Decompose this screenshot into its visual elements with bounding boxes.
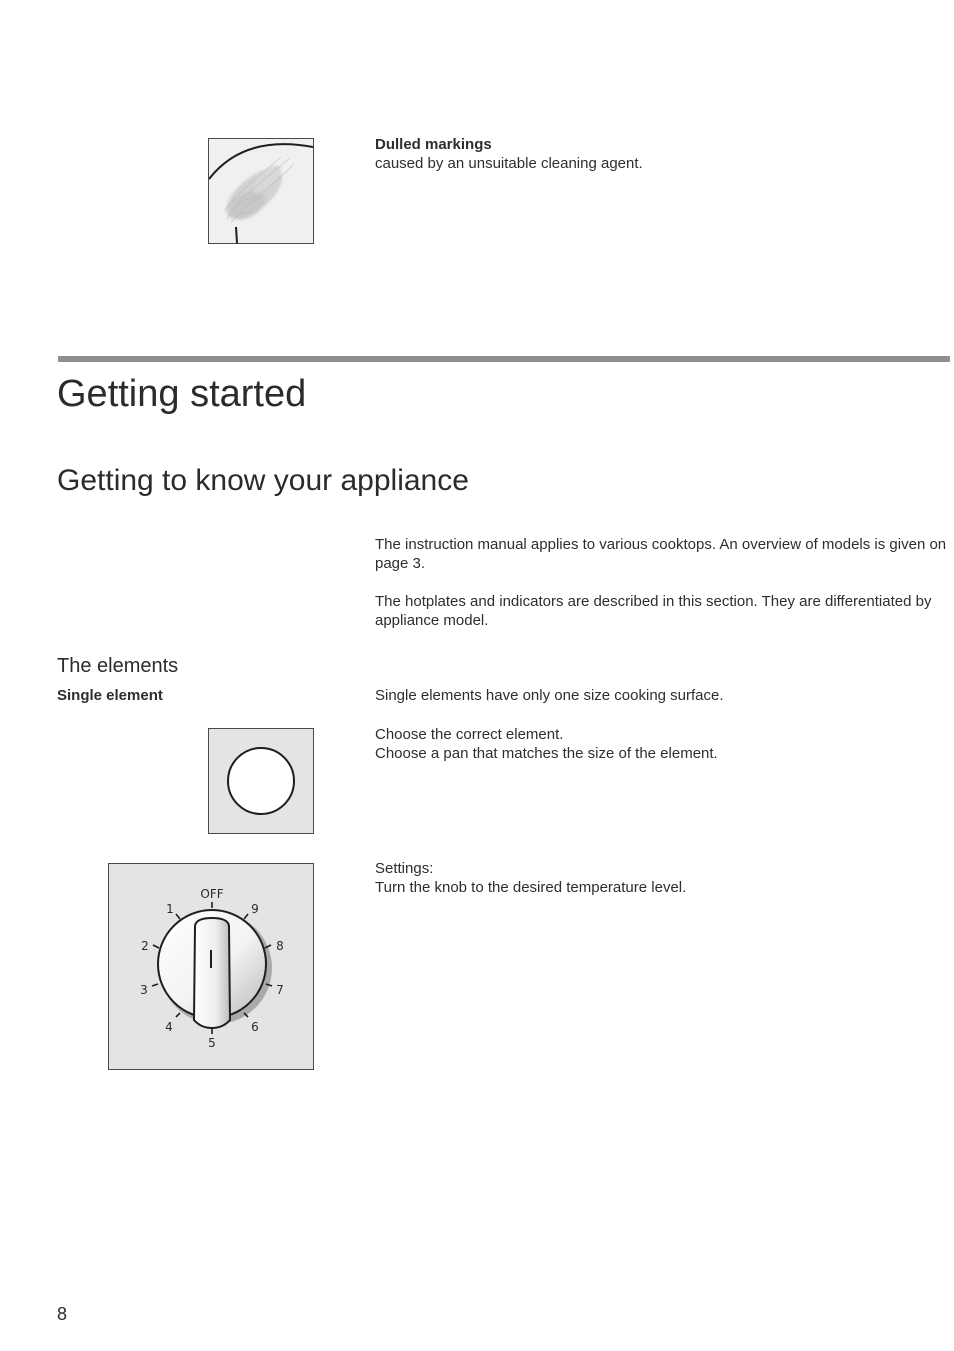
section-title: Getting started [57, 373, 307, 415]
settings-instructions [375, 859, 935, 897]
single-element-description: Single elements have only one size cooking surface. [375, 687, 724, 704]
knob-number-8: 8 [276, 939, 284, 953]
knob-number-7: 7 [276, 983, 284, 997]
section-subtitle: Getting to know your appliance [57, 464, 469, 497]
intro-paragraph: The instruction manual applies to various cooktops. An overview of models is given on page 3. [375, 536, 947, 572]
knob-number-3: 3 [140, 983, 148, 997]
choose-instructions [375, 725, 935, 763]
dulled-markings-caption [375, 135, 935, 173]
dulled-markings-figure [208, 138, 314, 244]
dulled-markings-title: Dulled markings [375, 136, 492, 153]
hotplate-ring-illustration [209, 729, 313, 833]
knob-off-label: OFF [200, 887, 224, 901]
settings-line: Turn the knob to the desired temperature level. [375, 879, 687, 896]
dulled-markings-illustration [209, 139, 313, 243]
knob-number-2: 2 [141, 939, 149, 953]
page-number: 8 [57, 1304, 68, 1324]
section-divider [58, 356, 950, 362]
intro-paragraph: The hotplates and indicators are described in this section. They are differentiated by appliance model. [375, 593, 932, 629]
intro-text [375, 535, 953, 630]
single-element-figure [208, 728, 314, 834]
dulled-markings-text: caused by an unsuitable cleaning agent. [375, 155, 643, 172]
knob-number-9: 9 [251, 902, 259, 916]
control-knob-figure [108, 863, 314, 1070]
choose-line: Choose a pan that matches the size of the element. [375, 745, 718, 762]
control-knob-illustration [109, 864, 313, 1069]
knob-grip [194, 918, 230, 1028]
settings-line: Settings: [375, 860, 434, 877]
knob-number-1: 1 [166, 902, 174, 916]
knob-number-4: 4 [165, 1020, 173, 1034]
elements-heading: The elements [57, 655, 179, 677]
knob-number-5: 5 [208, 1036, 216, 1050]
choose-line: Choose the correct element. [375, 726, 564, 743]
knob-number-6: 6 [251, 1020, 259, 1034]
single-element-label: Single element [57, 687, 163, 704]
